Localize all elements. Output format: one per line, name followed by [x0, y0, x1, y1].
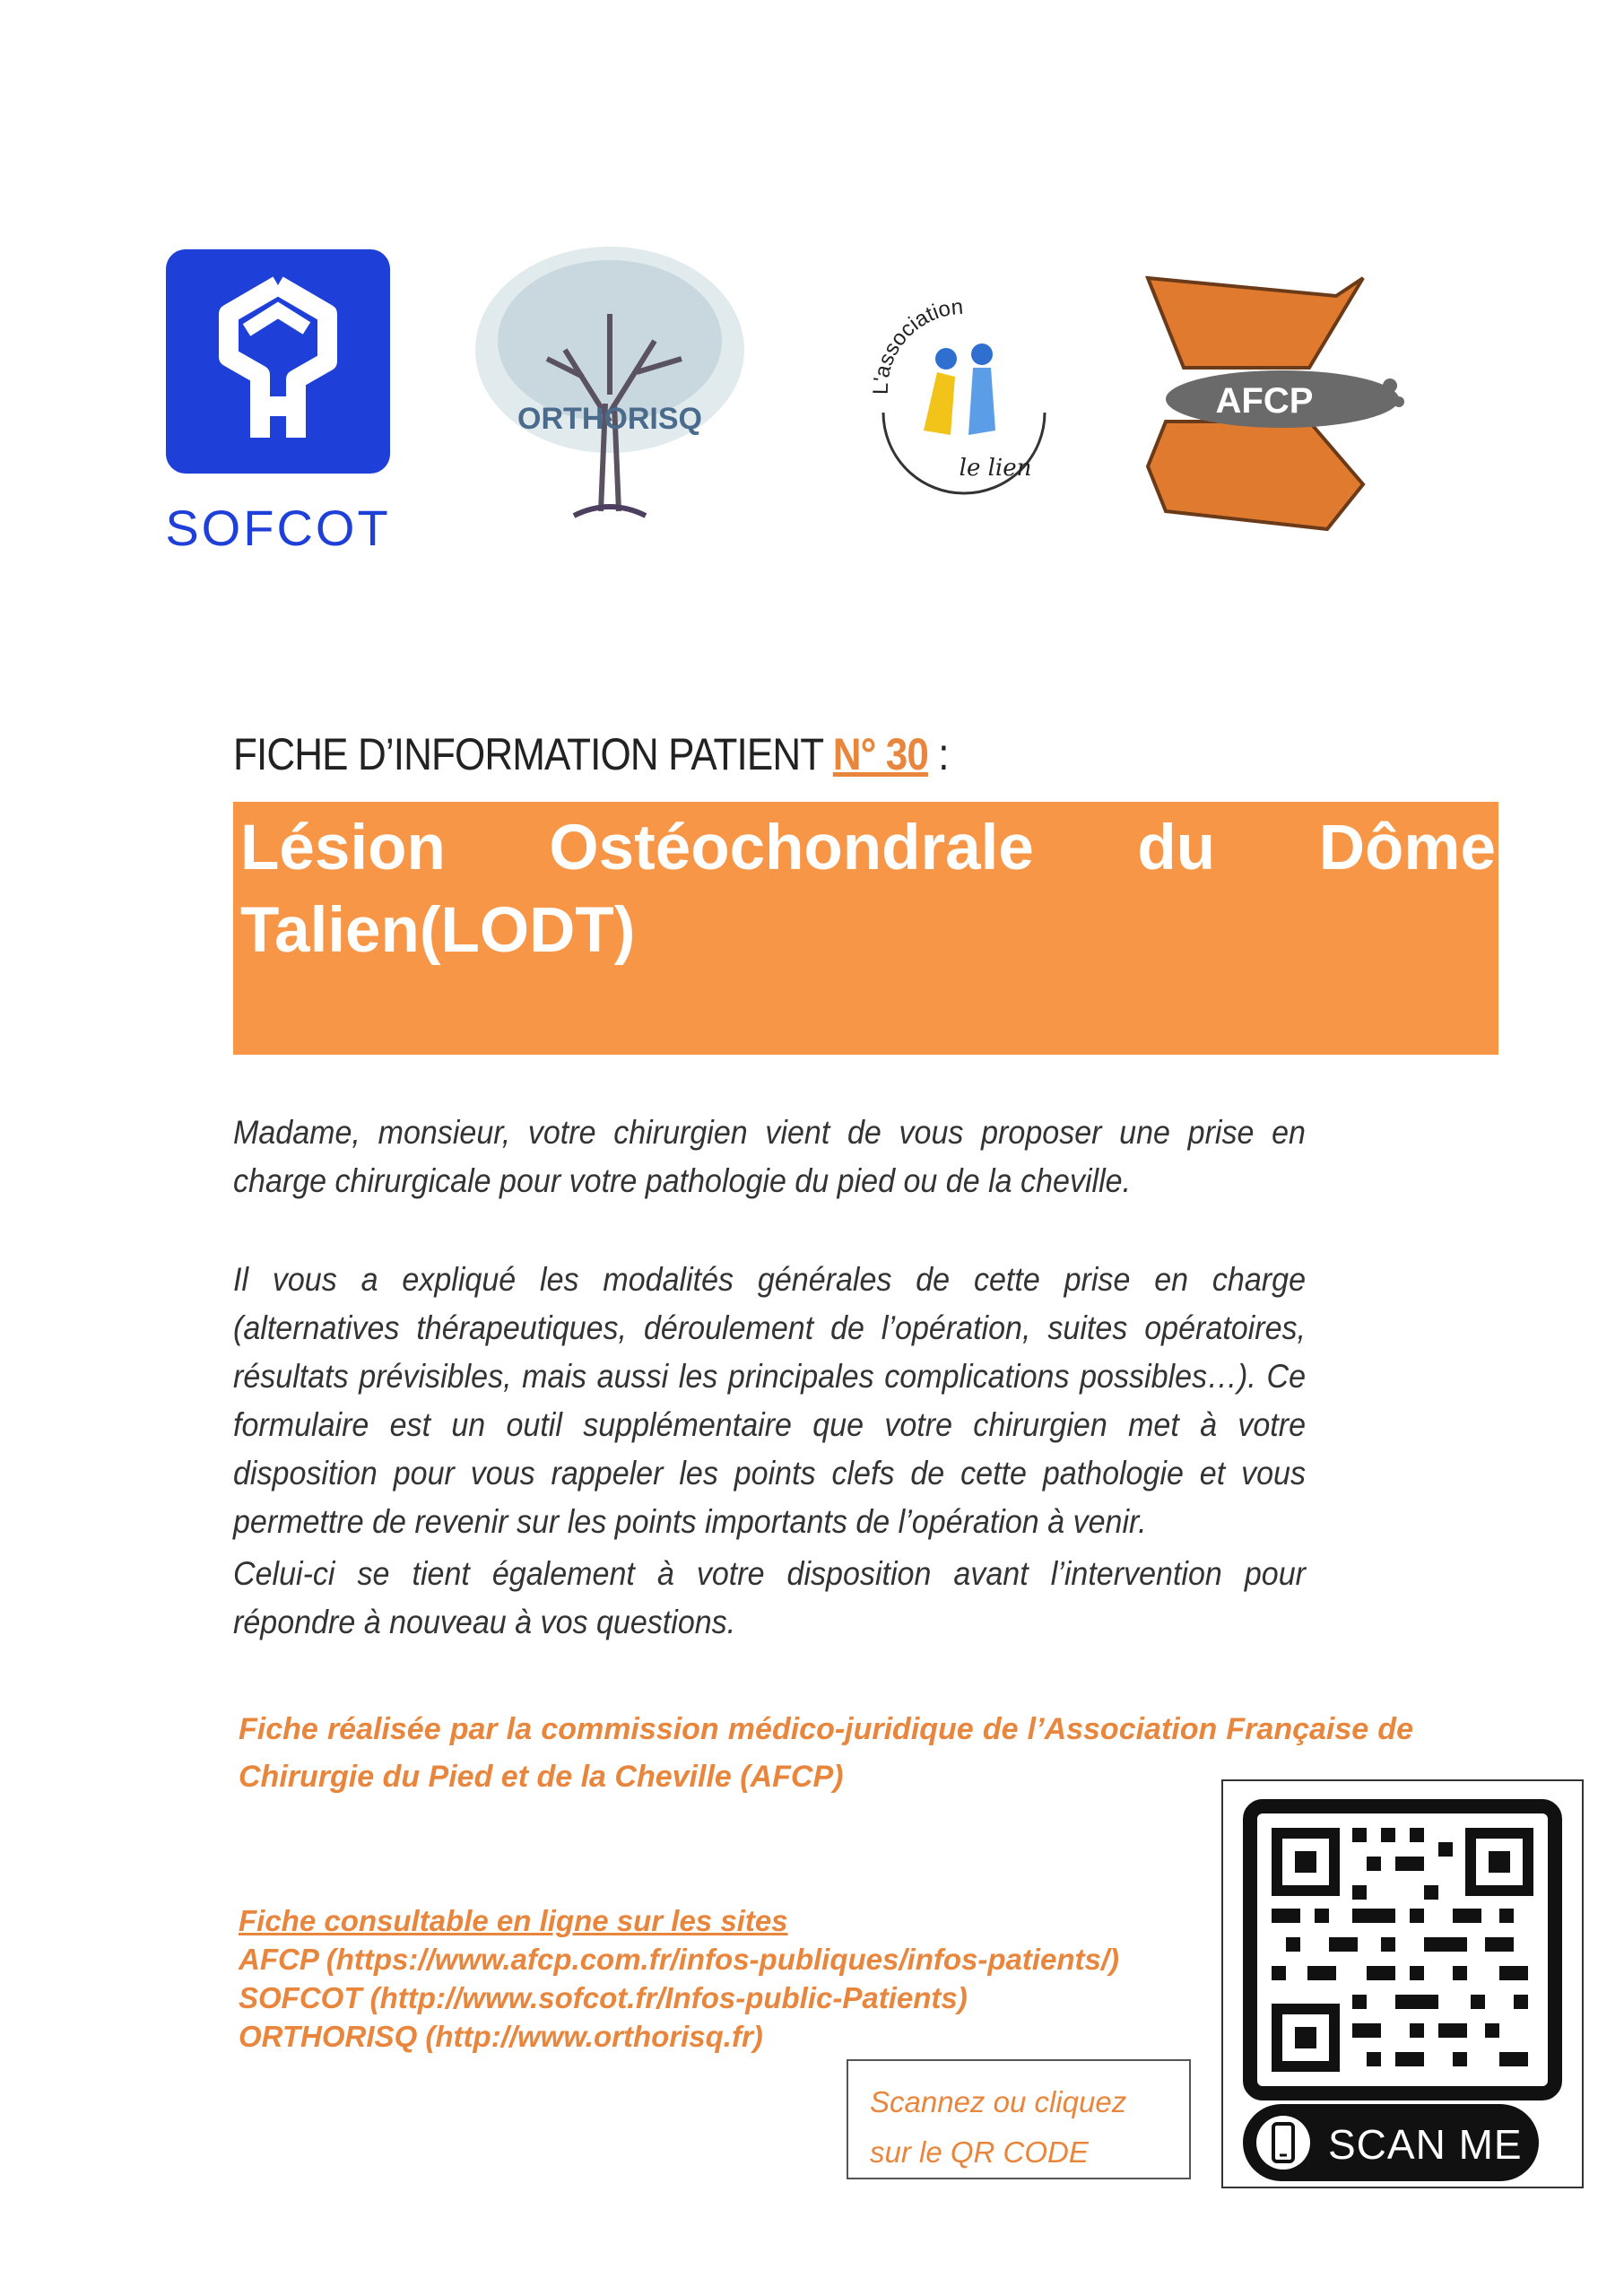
intro-paragraph-3: Celui-ci se tient également à votre disposition avant l’intervention pour répondre à nouveau à vos questions. [233, 1555, 1306, 1640]
orthorisq-logo [466, 242, 753, 529]
qr-code-frame[interactable] [1221, 1779, 1584, 2188]
scan-me-button[interactable] [1243, 2104, 1539, 2181]
intro-paragraph-2: Il vous a expliqué les modalités générales de cette prise en charge (alternatives thérapeutiques, déroulement de l’opération, suites opératoires, résultats prévisibles, mais aussi les principales complications possibles…). Ce formulaire est un outil supplémentaire que votre chirurgien met à votre disposition pour vous rappeler les points clefs de cette pathologie et vous permettre de revenir sur les points importants de l’opération à venir. [233, 1261, 1306, 1540]
online-links [239, 1901, 1119, 2056]
doc-header [233, 728, 949, 780]
sofcot-logo-text: SOFCOT [165, 500, 391, 556]
sofcot-logo [161, 249, 395, 563]
le-lien-top-text: L'association [868, 294, 965, 396]
doc-number: N° 30 [832, 729, 928, 779]
title-banner [233, 802, 1498, 1055]
links-heading: Fiche consultable en ligne sur les sites [239, 1904, 788, 1937]
credit-text: Fiche réalisée par la commission médico-juridique de l’Association Française de Chirurgie du Pied et de la Cheville (AFCP) [239, 1712, 1413, 1794]
doc-colon: : [927, 729, 949, 779]
doc-type: FICHE D’INFORMATION PATIENT [233, 729, 833, 779]
le-lien-bottom-text: le lien [959, 455, 1032, 482]
le-lien-logo [861, 287, 1067, 502]
qr-code[interactable] [1243, 1799, 1562, 2100]
link-sofcot[interactable]: SOFCOT (http://www.sofcot.fr/Infos-public-Patients) [239, 1981, 968, 2014]
scan-me-label: SCAN ME [1328, 2121, 1523, 2168]
page-title: Lésion Ostéochondrale du Dôme Talien(LODT) [240, 813, 1496, 966]
phone-icon [1255, 2115, 1311, 2170]
afcp-logo [1130, 269, 1417, 538]
link-orthorisq[interactable]: ORTHORISQ (http://www.orthorisq.fr) [239, 2020, 763, 2053]
orthorisq-logo-text: ORTHORISQ [517, 402, 702, 436]
link-afcp[interactable]: AFCP (https://www.afcp.com.fr/infos-publiques/infos-patients/) [239, 1943, 1120, 1976]
afcp-logo-text: AFCP [1215, 381, 1314, 421]
intro-paragraph-1: Madame, monsieur, votre chirurgien vient de vous proposer une prise en charge chirurgicale pour votre pathologie du pied ou de la cheville. [233, 1114, 1306, 1199]
scan-note: Scannez ou cliquez sur le QR CODE [847, 2059, 1191, 2179]
